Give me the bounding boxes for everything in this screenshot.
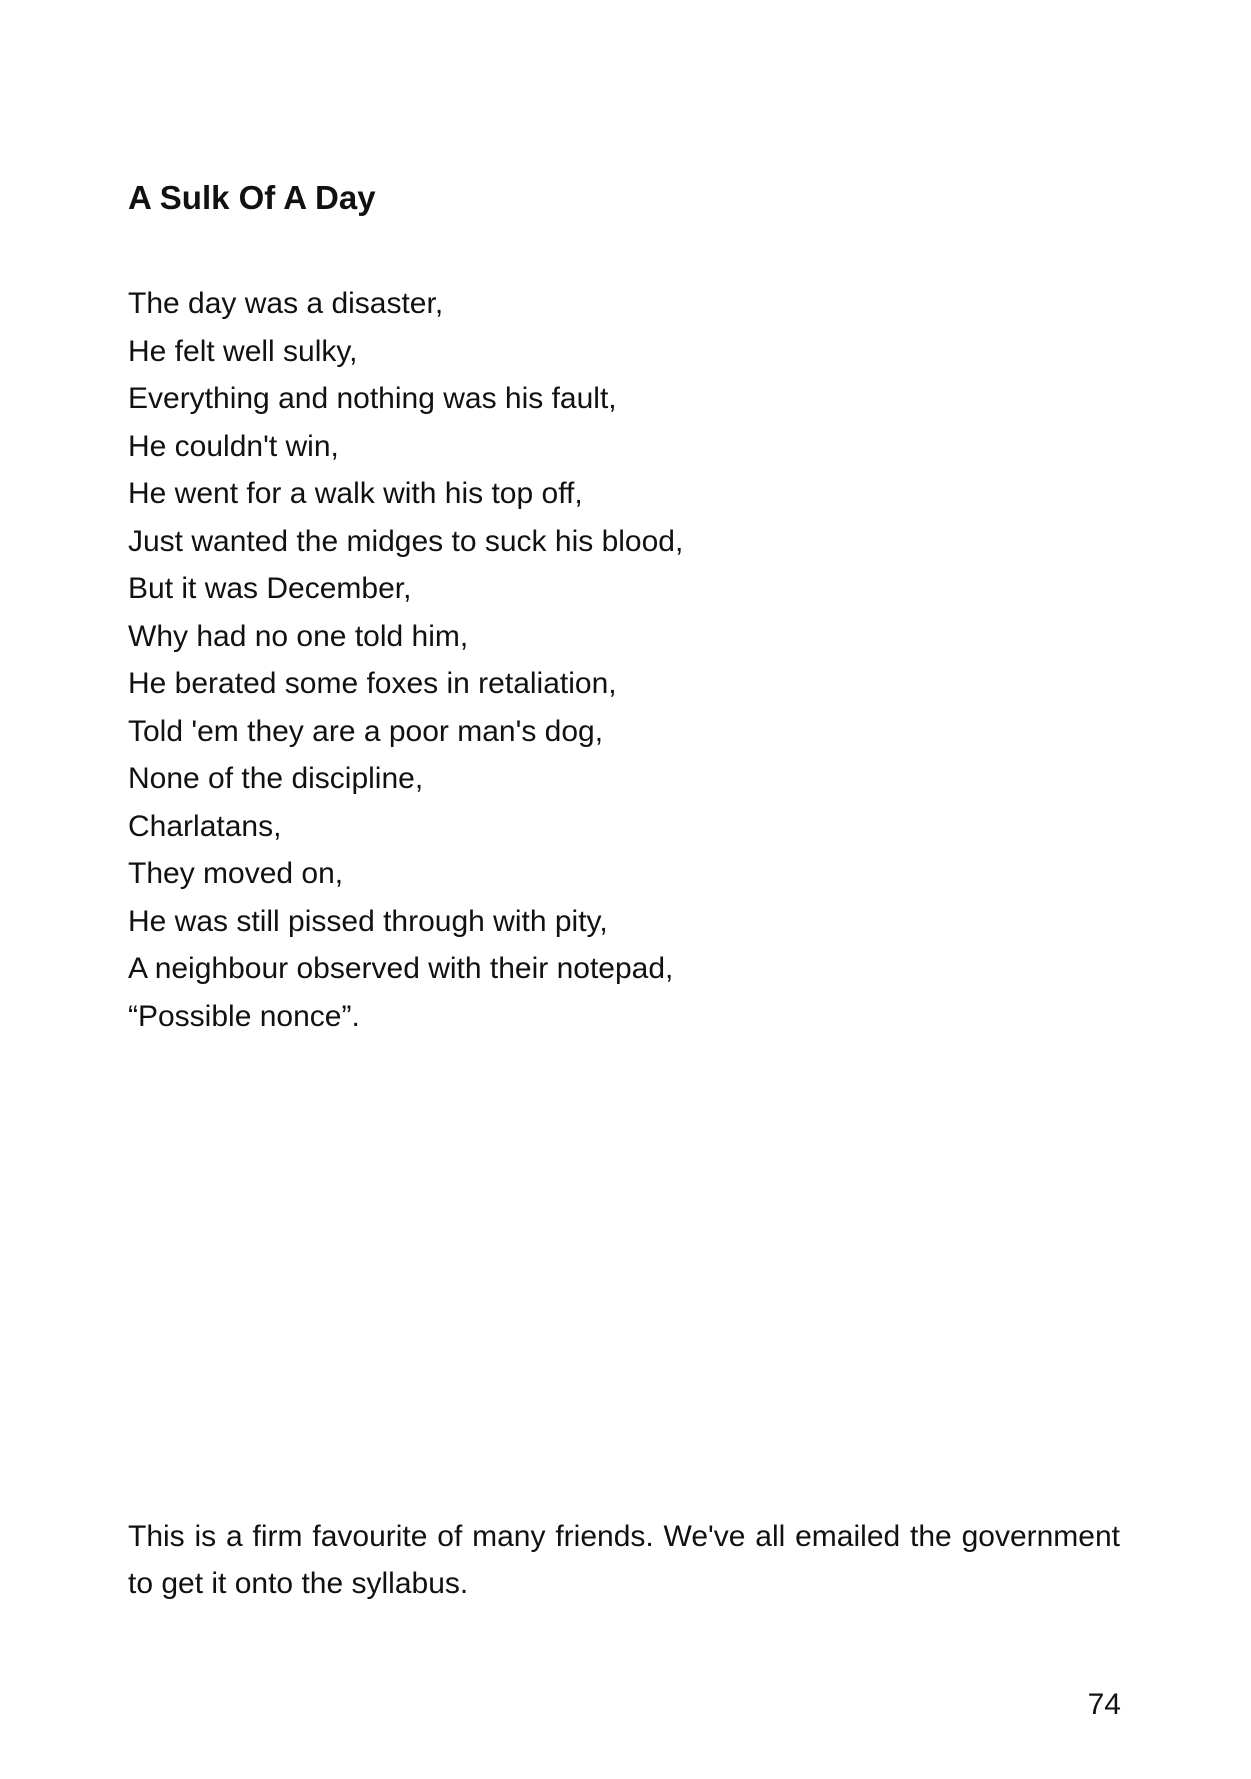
poem-line: None of the discipline, <box>128 762 424 795</box>
poem-line: The day was a disaster, <box>128 287 444 320</box>
poem-line: He felt well sulky, <box>128 334 358 368</box>
poem-line: He went for a walk with his top off, <box>128 477 583 510</box>
author-note: This is a firm favourite of many friends. We've all emailed the government to get it onto the syllabus. <box>128 1520 1120 1600</box>
poem-line: Everything and nothing was his fault, <box>128 382 617 415</box>
poem-line: He was still pissed through with pity, <box>128 904 608 938</box>
poem-line: “Possible nonce”. <box>128 999 360 1033</box>
poem-line: Told 'em they are a poor man's dog, <box>128 714 604 748</box>
poem-title: A Sulk Of A Day <box>128 179 376 216</box>
poem-line: But it was December, <box>128 572 412 605</box>
poem-line: Just wanted the midges to suck his blood, <box>128 524 684 558</box>
poem-line: They moved on, <box>128 857 344 890</box>
poem-line: Charlatans, <box>128 809 282 843</box>
poem-line: Why had no one told him, <box>128 619 469 653</box>
poem-line: He berated some foxes in retaliation, <box>128 667 617 700</box>
poem-line: He couldn't win, <box>128 429 339 463</box>
poem-line: A neighbour observed with their notepad, <box>128 952 674 985</box>
poem-body <box>128 280 1128 1040</box>
page-number: 74 <box>1087 1688 1121 1721</box>
